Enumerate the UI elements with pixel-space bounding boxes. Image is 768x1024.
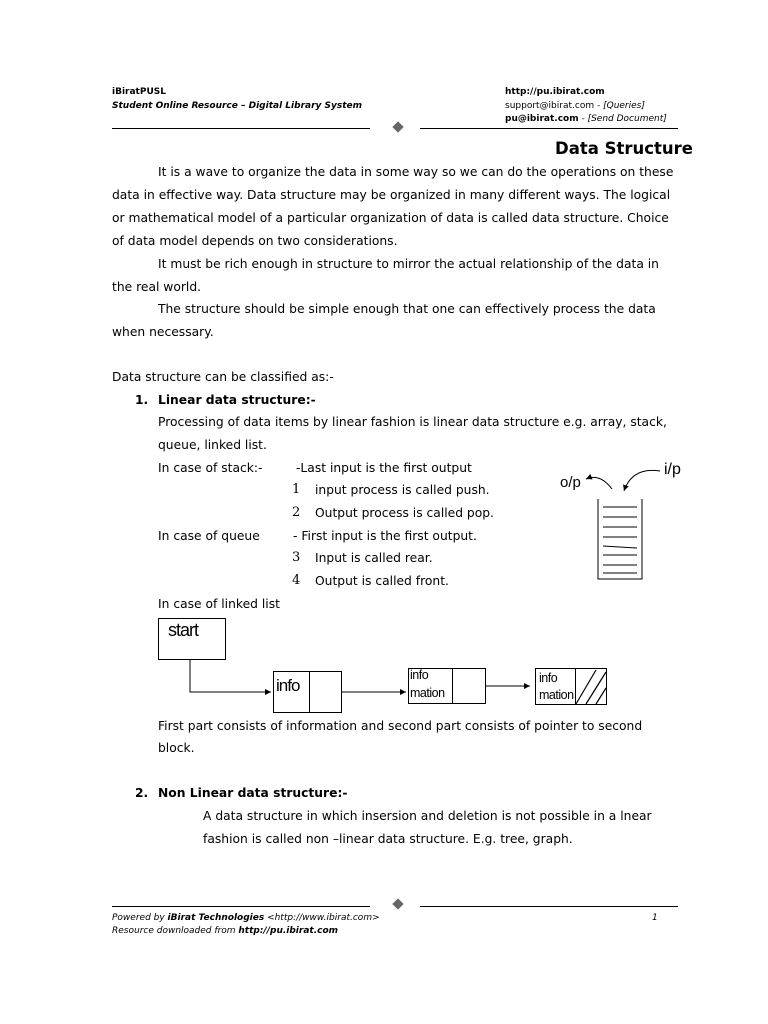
footer-rule-right — [420, 906, 678, 907]
footer-company-url-link[interactable]: <http://www.ibirat.com> — [264, 913, 380, 923]
queue-label: In case of queue — [158, 529, 260, 543]
classification-intro: Data structure can be classified as:- — [112, 370, 334, 384]
linked-list-label: In case of linked list — [158, 597, 280, 611]
paragraph-line: Processing of data items by linear fashion is linear data structure e.g. array, stack, — [158, 415, 667, 429]
paragraph-line: queue, linked list. — [158, 438, 267, 452]
footer-company: iBirat Technologies — [167, 913, 265, 923]
nonlinear-heading: Non Linear data structure:- — [158, 786, 348, 800]
section-number: 1. — [135, 393, 149, 407]
node-info-label: mation — [410, 686, 445, 700]
footer-powered-prefix: Powered by — [112, 913, 168, 923]
site-name: iBiratPUSL — [112, 87, 166, 97]
node-info-label: info — [539, 671, 558, 685]
list-number: 1 — [292, 482, 301, 497]
footer-powered — [112, 912, 380, 924]
paragraph-line: First part consists of information and second part consists of pointer to second — [158, 719, 643, 733]
paragraph-line: the real world. — [112, 280, 202, 294]
paragraph-line: when necessary. — [112, 325, 214, 339]
linear-heading: Linear data structure:- — [158, 393, 316, 407]
paragraph-line: It must be rich enough in structure to mirror the actual relationship of the data in — [158, 257, 659, 271]
list-item: input process is called push. — [315, 483, 490, 497]
queue-rule: - First input is the first output. — [293, 529, 477, 543]
footer-rule-left — [112, 906, 370, 907]
list-number: 2 — [292, 505, 301, 520]
paragraph-line: or mathematical model of a particular organization of data is called data structure. Choice — [112, 211, 669, 225]
paragraph-line: The structure should be simple enough that one can effectively process the data — [158, 302, 656, 316]
stack-rule: -Last input is the first output — [296, 461, 472, 475]
stack-output-label: o/p — [560, 474, 581, 491]
paragraph-line: A data structure in which insersion and deletion is not possible in a lnear — [203, 809, 652, 823]
list-item: Output process is called pop. — [315, 506, 494, 520]
page-number: 1 — [652, 913, 658, 923]
paragraph-line: block. — [158, 741, 195, 755]
list-number: 4 — [292, 573, 301, 588]
paragraph-line: It is a wave to organize the data in some way so we can do the operations on these — [158, 165, 674, 179]
paragraph-line: fashion is called non –linear data structure. E.g. tree, graph. — [203, 832, 573, 846]
node-info-label: info — [410, 668, 429, 682]
pu-note: - [Send Document] — [581, 114, 667, 124]
paragraph-line: data in effective way. Data structure may be organized in many different ways. The logical — [112, 188, 671, 202]
node-info-label: info — [276, 676, 300, 695]
support-email-link[interactable]: support@ibirat.com — [505, 101, 595, 111]
pu-email-link[interactable]: pu@ibirat.com — [505, 114, 579, 124]
list-number: 3 — [292, 550, 301, 565]
footer-download-prefix: Resource downloaded from — [112, 926, 239, 936]
node-info-label: mation — [539, 688, 574, 702]
stack-label: In case of stack:- — [158, 461, 263, 475]
list-item: Output is called front. — [315, 574, 449, 588]
section-number: 2. — [135, 786, 149, 800]
support-note: - [Queries] — [596, 101, 645, 111]
paragraph-line: of data model depends on two considerations. — [112, 234, 398, 248]
site-subtitle: Student Online Resource – Digital Library System — [112, 101, 363, 111]
footer-download — [112, 925, 338, 937]
footer-download-link[interactable]: http://pu.ibirat.com — [238, 926, 339, 936]
start-label: start — [168, 620, 199, 640]
stack-input-label: i/p — [664, 461, 681, 478]
page-title: Data Structure — [555, 139, 693, 158]
start-pointer-arrow — [190, 660, 271, 692]
list-item: Input is called rear. — [315, 551, 433, 565]
site-url-link[interactable]: http://pu.ibirat.com — [505, 87, 605, 97]
